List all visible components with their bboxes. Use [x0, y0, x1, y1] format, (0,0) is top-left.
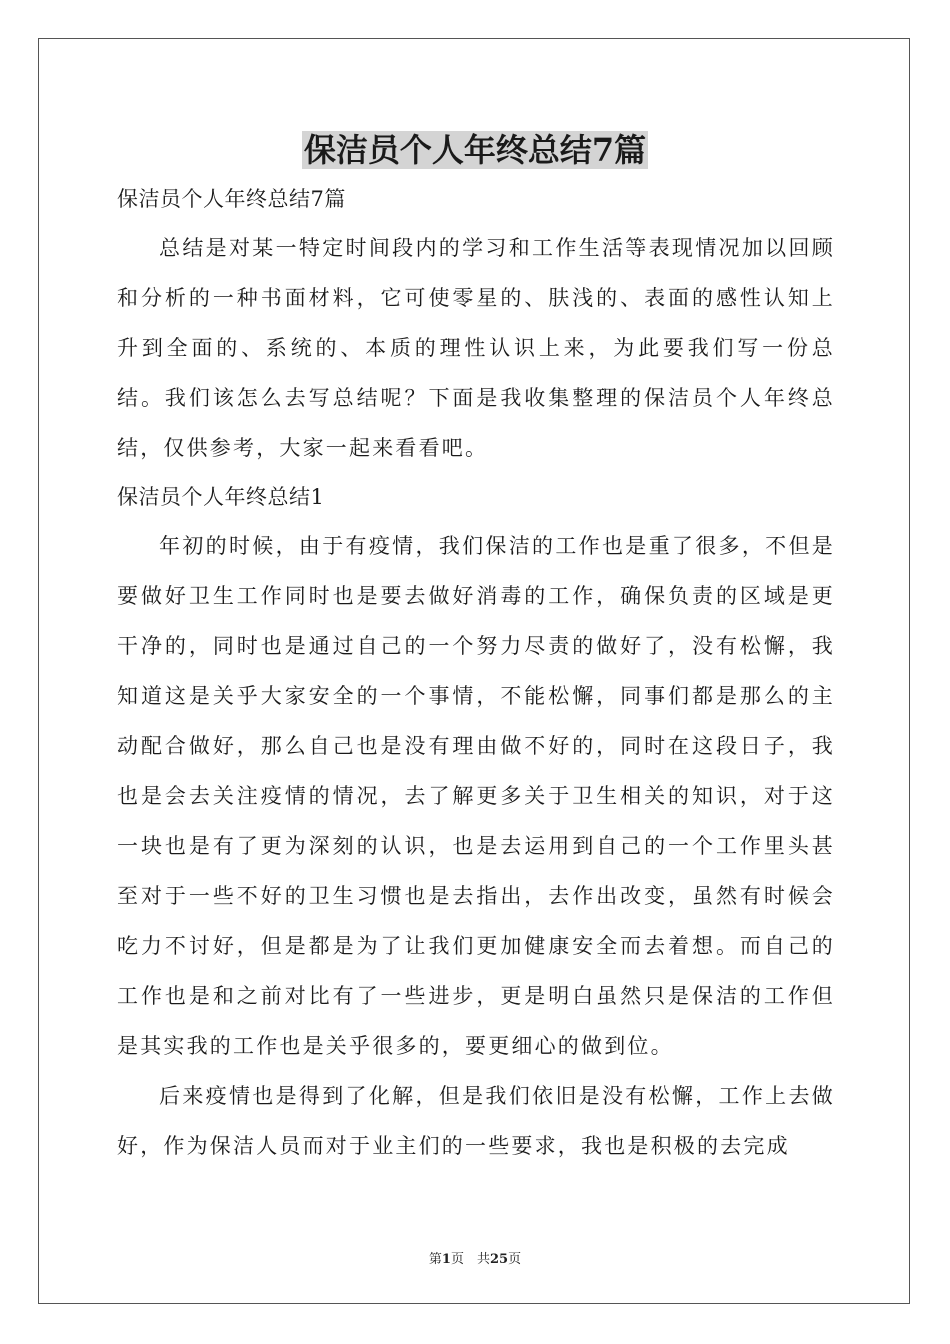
footer-page-current: 1	[441, 1252, 451, 1267]
footer-page-total: 25	[489, 1252, 509, 1267]
page-footer	[0, 1248, 950, 1267]
footer-page-prefix: 第	[428, 1252, 442, 1267]
section1-paragraph-1: 年初的时候，由于有疫情，我们保洁的工作也是重了很多，不但是要做好卫生工作同时也是要去做好消毒的工作，确保负责的区域是更干净的，同时也是通过自己的一个努力尽责的做好了，没有松懈，我知道这是关乎大家安全的一个事情，不能松懈，同事们都是那么的主动配合做好，那么自己也是没有理由做不好的，同时在这段日子，我也是会去关注疫情的情况，去了解更多关于卫生相关的知识，对于这一块也是有了更为深刻的认识，也是去运用到自己的一个工作里头甚至对于一些不好的卫生习惯也是去指出，去作出改变，虽然有时候会吃力不讨好，但是都是为了让我们更加健康安全而去着想。而自己的工作也是和之前对比有了一些进步，更是明白虽然只是保洁的工作但是其实我的工作也是关乎很多的，要更细心的做到位。	[117, 534, 835, 1058]
document-title-text: 保洁员个人年终总结7篇	[303, 131, 647, 169]
document-title	[0, 126, 950, 174]
footer-page-suffix: 页	[508, 1252, 522, 1267]
document-subtitle: 保洁员个人年终总结7篇	[117, 187, 346, 211]
footer-page-mid: 页 共	[450, 1252, 490, 1267]
intro-paragraph: 总结是对某一特定时间段内的学习和工作生活等表现情况加以回顾和分析的一种书面材料，它可使零星的、肤浅的、表面的感性认知上升到全面的、系统的、本质的理性认识上来，为此要我们写一份总结。我们该怎么去写总结呢？下面是我收集整理的保洁员个人年终总结，仅供参考，大家一起来看看吧。	[117, 236, 835, 460]
section-heading-1: 保洁员个人年终总结1	[117, 485, 325, 509]
section1-paragraph-2: 后来疫情也是得到了化解，但是我们依旧是没有松懈，工作上去做好，作为保洁人员而对于业主们的一些要求，我也是积极的去完成	[117, 1084, 835, 1158]
document-body	[117, 175, 835, 1171]
